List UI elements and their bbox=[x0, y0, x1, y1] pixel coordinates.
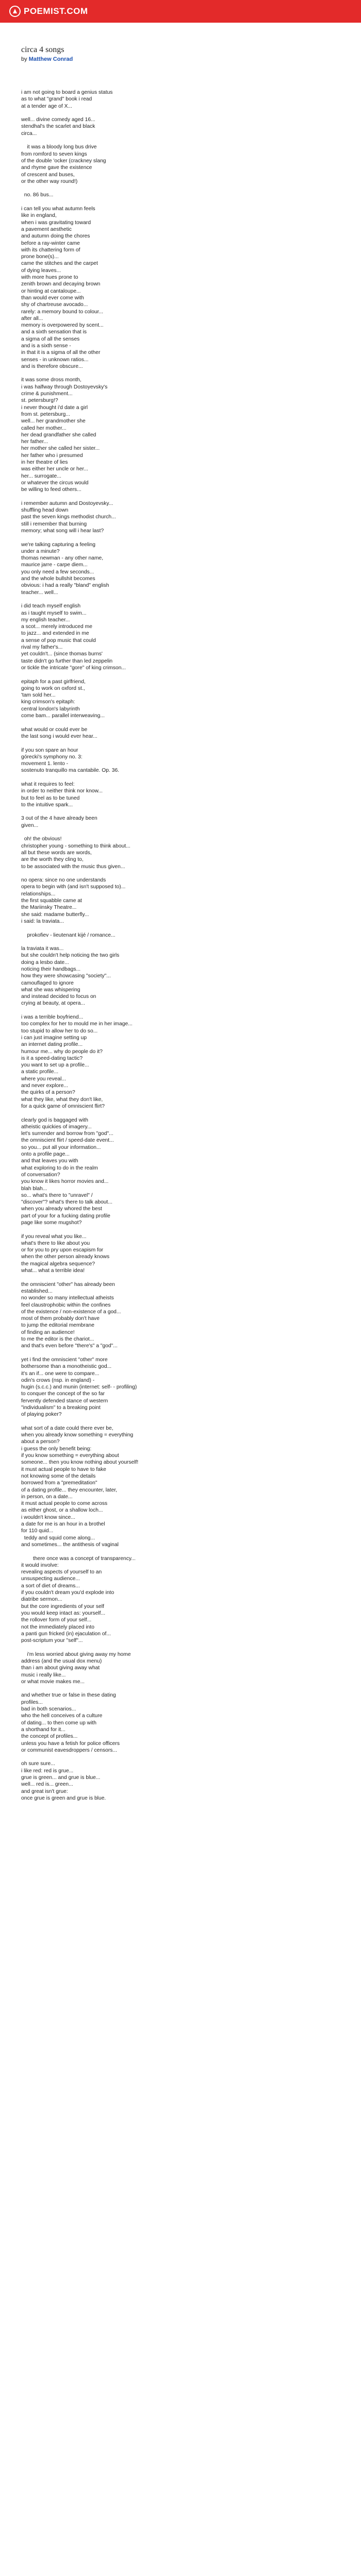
poem-body: i am not going to board a genius status as to what "grand" book i read at a tender age of X... well... divine comedy aged 16... stendhal's the scarlet and black circa... it was a bloody long bus drive from romford to seven kings of the double 'ocker (crackney slang and rhyme gave the existence of crescent and buses, or the other way round!) no. 86 bus... i can tell you what autumn feels like in england, when i was gravitating toward a pavement aesthetic and autumn doing the chores before a ray-winter came with its chattering form of prone bone(s)... came the stitches and the carpet of dying leaves... with more hues prone to zenith brown and decaying brown or hinting at cantaloupe... than would ever come with shy of chartreuse avocado... rarely: a memory bound to colour... after all... memory is overpowered by scent... and a sixth sensation that is a sigma of all the senses and is a sixth sense - in that it is a sigma of all the other senses - in unknown ratios... and is therefore obscure... it was some dross month, i was halfway through Dostoyevsky's crime & punishment... st. petersburg!? i never thought i'd date a girl from st. petersburg... well... her grandmother she called her mother... her dead grandfather she called her father... her mother she called her sister... her father who i presumed in her theatre of lies was either her uncle or her... her... surrogate... or whatever the circus would be willing to feed others... i remember autumn and Dostoyevsky... shuffling head down past the seven kings methodist church... still i remember that burning memory; what song will i hear last? we're talking capturing a feeling under a minute? thomas newman - any other name, maurice jarre - carpe diem... you only need a few seconds... and the whole bullshit becomes obvious: i had a really "bland" english teacher... well... i did teach myself english as i taught myself to swim... my english teacher... a scot... merely introduced me to jazz... and extended in me a sense of pop music that could rival my father's... yet couldn't... (since thomas burns' taste didn't go further than led zeppelin or tickle the intricate "gore" of king crimson... epitaph for a past girlfriend, going to work on oxford st., 'tam sold her... king crimson's epitaph: central london's labyrinth come bam... parallel interweaving... what would or could ever be the last song i would ever hear... if you son spare an hour górecki's symphony no. 3: movement 1. lento - sostenuto tranquillo ma cantabile. Op. 36. what it requires to feel: in order to neither think nor know... but to feel as to be tuned to the intuitive spark... 3 out of the 4 have already been given... oh! the obvious! christopher young - something to think about... all but these words are words, are the worth they cling to, to be associated with the music thus given... no opera: since no one understands opera to begin with (and isn't supposed to)... relationships... the first squabble came at the Mariinsky Theatre... she said: madame butterfly... i said: la traviata... prokofiev - lieutenant kijé / romance... la traviata it was... but she couldn't help noticing the two girls doing a lesbo date... noticing their handbags... how they were showcasing "society"... camouflaged to ignore what she was whispering and instead decided to focus on crying at beauty, at opera... i was a terrible boyfriend... too complex for her to mould me in her image... too stupid to allow her to do so... i can just imagine setting up an internet dating profile... humour me... why do people do it? is it a speed-dating tactic? you want to set up a profile... a static profile... where you reveal... and never explore... the quirks of a person? what they like, what they don't like, for a quick game of omniscient flirt? clearly god is baggaged with atheistic quickies of imagery... let's surrender and borrow from "god"... the omniscient flirt / speed-date event... so you... put all your information... onto a profile page... and that leaves you with what exploring to do in the realm of conversation? you know it likes horror movies and... blah blah... so... what's there to "unravel" / "discover"? what's there to talk about... when you already whored the best part of your for a fucking dating profile page like some mugshot? if you reveal what you like... what's there to like about you or for you to pry upon escapism for when the other person already knows the magical algebra sequence? what... what a terrible idea! the omniscient "other" has already been established... no wonder so many intellectual atheists feel claustrophobic within the confines of the existence / non-existence of a god... most of them probably don't have to jump the editorial membrane of finding an audience! to me the editor is the chariot... and that's even before "there's" a "god"... yet i find the omniscient "other" more bothersome than a monotheistic god... it's an if... one were to compare... odin's crows (nsp. in england) - hugin (s.c.c.) and munin (internet: self- - profiling) to conquer the concept of the so far fervently defended stance of western "individualism" to a breaking point of playing poker? what sort of a date could there ever be, when you already know something = everything about a person? i guess the only benefit being: if you know something = everything about someone... then you know nothing about yourself! it must actual people to have to fake not knowing some of the details borrowed from a "premeditation" of a dating profile... they encounter, later, in person, on a date... it must actual people to come across as either ghost, or a shallow loch... i wouldn't know since... a date for me is an hour in a brothel for 110 quid... teddy and squid come along... and sometimes... the antithesis of vaginal there once was a concept of transparency... it would involve: revealing aspects of yourself to an unsuspecting audience... a sort of diet of dreams... if you couldn't dream you'd explode into diatribe sermon... but the core ingredients of your self you would keep intact as: yourself... the rollover form of your self... not the immediately placed into a panti gun fricked (in) ejaculation of... post-scriptum your "self"... i'm less worried about giving away my home address (and the usual dox menu) than i am about giving away what music i really like... or what movie makes me... and whether true or false in these dating profiles... bad in both scenarios... who the hell conceives of a culture of dating... to then come up with a shorthand for it... the concept of profiles... unless you have a fetish for police officers or communist eavesdroppers / censors... oh sure sure... i like red: red is grue... grue is green... and grue is blue... well... red is... green... and great isn't grue: once grue is green and grue is blue. bbox=[21, 90, 139, 1801]
site-header bbox=[0, 0, 361, 23]
poem-article bbox=[21, 45, 310, 1802]
poem-title: circa 4 songs bbox=[21, 45, 64, 54]
author-link[interactable]: Matthew Conrad bbox=[28, 56, 73, 62]
poemist-logo-icon bbox=[9, 6, 21, 17]
byline bbox=[21, 56, 310, 62]
site-logo[interactable] bbox=[9, 6, 88, 17]
site-name: POEMIST.COM bbox=[24, 6, 88, 16]
by-label: by bbox=[21, 56, 27, 62]
